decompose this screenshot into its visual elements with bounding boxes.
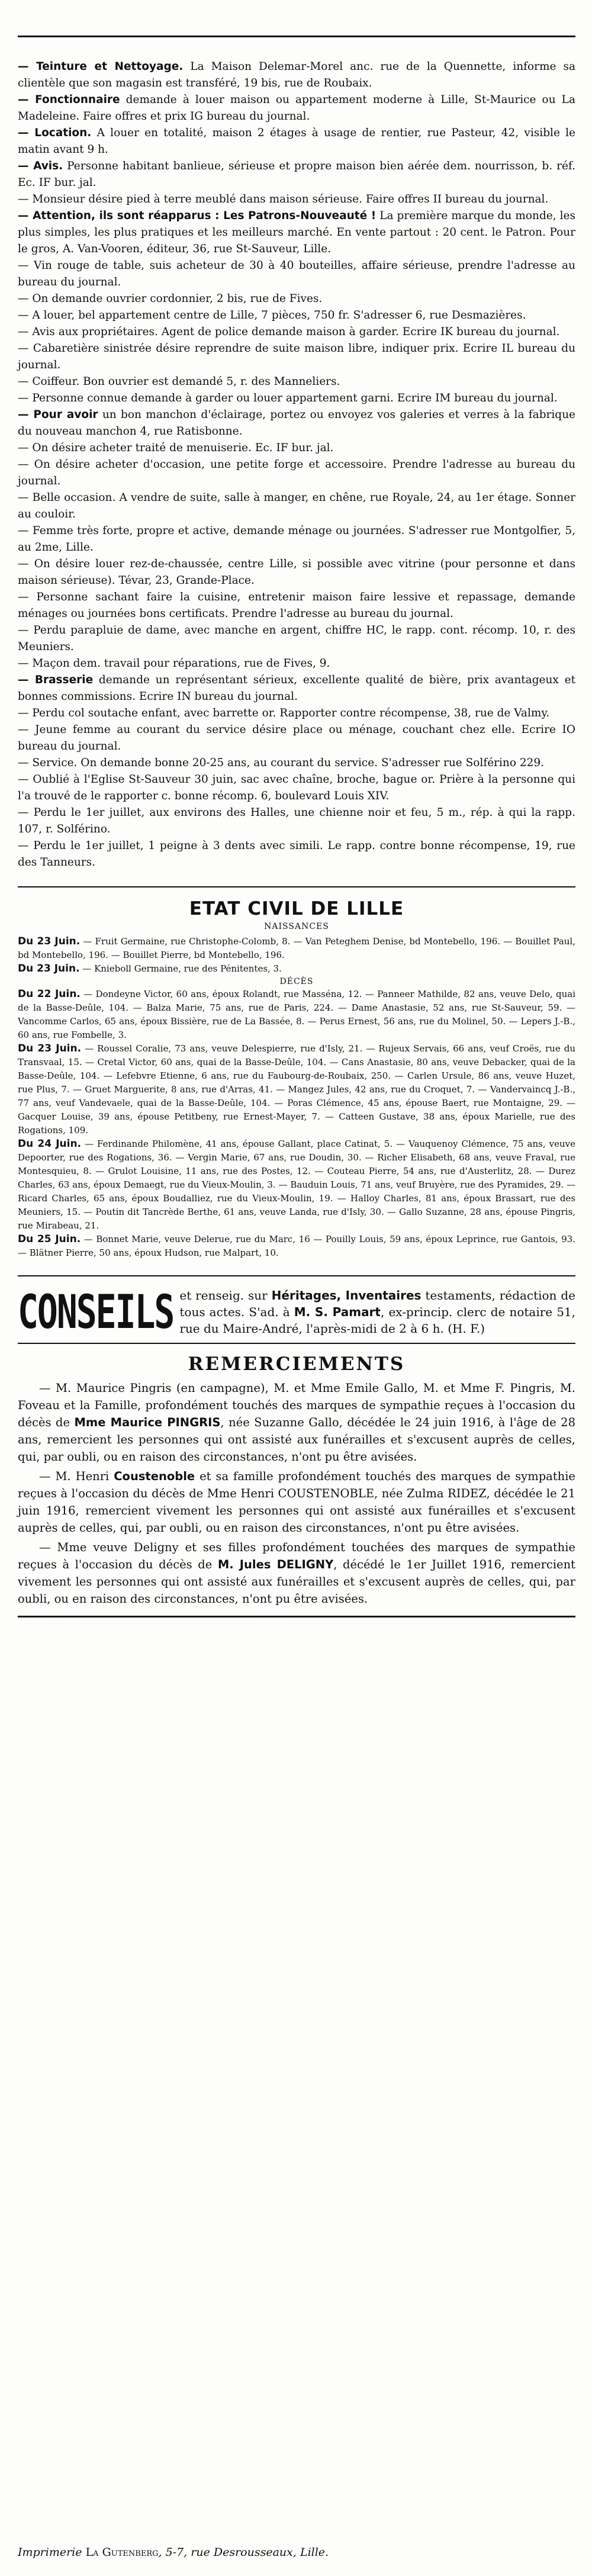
- classified-ad-text: — On demande ouvrier cordonnier, 2 bis, rue de Fives.: [18, 292, 323, 305]
- classified-ad: [18, 456, 575, 490]
- naissances-date: Du 23 Juin.: [18, 935, 81, 947]
- classified-ad: [18, 125, 575, 158]
- classified-ad: [18, 705, 575, 722]
- imprint-printer-name: La Gutenberg: [85, 2546, 159, 2559]
- classified-ad-text: — Oublié à l'Eglise St-Sauveur 30 juin, sac avec chaîne, broche, bague or. Prière à la personne qui l'a trouvé de le rapporter c. bonne récomp. 6, boulevard Louis XIV.: [18, 773, 575, 802]
- conseils-text-2: testaments, rédaction de tous actes. S'ad. à: [179, 1288, 575, 1319]
- naissances-entries: — Fruit Germaine, rue Christophe-Colomb, 8. — Van Peteghem Denise, bd Montebello, 196. — Bouillet Paul, bd Montebello, 196. — Bouillet Pierre, bd Montebello, 196.: [18, 936, 576, 960]
- classified-ad: [18, 755, 575, 771]
- classified-ad: [18, 340, 575, 374]
- classified-ad: [18, 805, 575, 838]
- classified-ad: [18, 622, 575, 655]
- classified-ad-text: — Perdu parapluie de dame, avec manche en argent, chiffre HC, le rapp. cont. récomp. 10, r. des Meuniers.: [18, 624, 575, 653]
- classified-ads: [18, 59, 575, 871]
- classified-ad-text: La première marque du monde, les plus simples, les plus pratiques et les meilleurs marché. En vente partout : 20 cent. le Patron. Pour le gros, A. Van-Vooren, éditeur, 36, rue St-Sauveur, Lille.: [18, 210, 575, 255]
- classified-ad-keyword: — Teinture et Nettoyage.: [18, 60, 184, 73]
- classified-ad: [18, 324, 575, 340]
- classified-ad: [18, 523, 575, 556]
- classified-ad-text: un bon manchon d'éclairage, portez ou envoyez vos galeries et verres à la fabrique du nouveau manchon 4, rue Ratisbonne.: [18, 409, 575, 438]
- remerciement-notice: [18, 1468, 575, 1536]
- remerciement-name: Coustenoble: [114, 1469, 195, 1483]
- remerciement-pre: — M. Maurice Pingris (en campagne), M. et Mme Emile Gallo, M. et Mme F. Pingris, M. Foveau et la Famille, profondément touchés des marques de sympathie reçues à l'occasion du décès de: [18, 1381, 575, 1429]
- classified-ad: [18, 771, 575, 805]
- classified-ad: [18, 59, 575, 92]
- deces-date: Du 22 Juin.: [18, 988, 81, 1000]
- naissances-entries: — Knieboll Germaine, rue des Pénitentes, 3.: [79, 963, 282, 974]
- deces-entries: — Ferdinande Philomène, 41 ans, épouse Gallant, place Catinat, 5. — Vauquenoy Clémence, 75 ans, veuve Depoorter, rue des Rogations, 36. — Vergin Marie, 67 ans, rue Doudin, 30. — Richer Elisabeth, 68 ans, veuve Fraval, rue Montesquieu, 8. — Grulot Louisine, 11 ans, rue des Postes, 12. — Couteau Pierre, 54 ans, rue d'Austerlitz, 28. — Durez Charles, 63 ans, époux Demaegt, rue du Vieux-Moulin, 3. — Bauduin Louis, 71 ans, veuf Bruyère, rue des Pyramides, 29. — Ricard Charles, 65 ans, époux Boudalliez, rue du Vieux-Moulin, 19. — Halloy Charles, 81 ans, époux Brassart, rue des Meuniers, 15. — Poutin dit Tancrède Berthe, 61 ans, veuve Landa, rue d'Isly, 30. — Gallo Suzanne, 28 ans, épouse Pingris, rue Mirabeau, 21.: [18, 1139, 575, 1231]
- classified-ad-keyword: — Location.: [18, 127, 92, 139]
- classified-ad: [18, 191, 575, 208]
- classified-ad: [18, 307, 575, 324]
- section-divider: [18, 886, 575, 887]
- classified-ad-text: — Avis aux propriétaires. Agent de police demande maison à garder. Ecrire IK bureau du journal.: [18, 326, 560, 338]
- deces-heading: DÉCÈS: [279, 977, 314, 986]
- classified-ad-keyword: — Avis.: [18, 160, 63, 172]
- classified-ad-text: — Maçon dem. travail pour réparations, rue de Fives, 9.: [18, 657, 330, 670]
- classified-ad: [18, 440, 575, 456]
- deces-day-entry: [18, 1233, 575, 1260]
- classified-ad: [18, 208, 575, 258]
- classified-ad-text: — Vin rouge de table, suis acheteur de 30 à 40 bouteilles, affaire sérieuse, prendre l'adresse au bureau du journal.: [18, 259, 575, 288]
- deces-entries: — Dondeyne Victor, 60 ans, époux Rolandt, rue Masséna, 12. — Panneer Mathilde, 82 ans, veuve Delo, quai de la Basse-Deûle, 104. — Balza Marie, 75 ans, rue de Paris, 224. — Dame Anastasie, 52 ans, rue St-Sauveur, 59. — Vancomme Carlos, 65 ans, époux Bissière, rue de La Bassée, 8. — Perus Ernest, 56 ans, rue du Molinel, 50. — Lepers J.-B., 60 ans, rue Fombelle, 3.: [18, 989, 576, 1040]
- classified-ad-text: Personne habitant banlieue, sérieuse et propre maison bien aérée dem. nourrisson, b. réf. Ec. IF bur. jal.: [18, 160, 575, 189]
- imprint-line: [18, 2546, 575, 2559]
- etat-civil-section: [18, 898, 575, 1260]
- classified-ad-text: — Femme très forte, propre et active, demande ménage ou journées. S'adresser rue Montgolfier, 5, au 2me, Lille.: [18, 525, 575, 554]
- classified-ad: [18, 291, 575, 307]
- classified-ad: [18, 374, 575, 390]
- classified-ad: [18, 838, 575, 871]
- imprint-pre: Imprimerie: [18, 2546, 86, 2559]
- deces-date: Du 23 Juin.: [18, 1043, 82, 1054]
- classified-ad-text: — Personne sachant faire la cuisine, entretenir maison faire lessive et repassage, demande ménages ou journées bons certificats. Prendre l'adresse au bureau du journal.: [18, 591, 575, 620]
- conseils-headline: CONSEILS: [18, 1285, 174, 1339]
- deces-entries: — Bonnet Marie, veuve Delerue, rue du Marc, 16 — Pouilly Louis, 59 ans, époux Leprince, rue Gantois, 93. — Blätner Pierre, 50 ans, époux Hudson, rue Malpart, 10.: [18, 1234, 575, 1258]
- classified-ad-text: — Jeune femme au courant du service désire place ou ménage, couchant chez elle. Ecrire IO bureau du journal.: [18, 723, 575, 752]
- classified-ad-keyword: — Brasserie: [18, 674, 94, 686]
- naissances-day-entry: [18, 935, 575, 962]
- bottom-rule: [18, 1616, 575, 1617]
- classified-ad-text: — Perdu le 1er juillet, 1 peigne à 3 dents avec simili. Le rapp. contre bonne récompense, 19, rue des Tanneurs.: [18, 840, 575, 869]
- remerciements-title: REMERCIEMENTS: [188, 1353, 406, 1375]
- classified-ad-text: — Cabaretière sinistrée désire reprendre de suite maison libre, indiquer prix. Ecrire IL bureau du journal.: [18, 342, 575, 371]
- classified-ad-text: — Monsieur désire pied à terre meublé dans maison sérieuse. Faire offres II bureau du journal.: [18, 193, 549, 205]
- classified-ad-text: A louer en totalité, maison 2 étages à usage de rentier, rue Pasteur, 42, visible le matin avant 9 h.: [18, 127, 575, 156]
- classified-ad-text: demande à louer maison ou appartement moderne à Lille, St-Maurice ou La Madeleine. Faire offres et prix IG bureau du journal.: [18, 94, 575, 123]
- classified-ad: [18, 722, 575, 755]
- classified-ad-text: — Coiffeur. Bon ouvrier est demandé 5, r. des Manneliers.: [18, 375, 340, 388]
- remerciements-section: [18, 1353, 575, 1607]
- classified-ad: [18, 407, 575, 440]
- classified-ad: [18, 258, 575, 291]
- classified-ad-keyword: — Attention, ils sont réapparus : Les Patrons-Nouveauté !: [18, 210, 377, 222]
- section-divider: [18, 1343, 575, 1344]
- section-divider: [18, 1275, 575, 1276]
- classified-ad-text: demande un représentant sérieux, excellente qualité de bière, prix avantageux et bonnes commissions. Ecrire IN bureau du journal.: [18, 674, 576, 703]
- classified-ad: [18, 672, 575, 705]
- classified-ad: [18, 589, 575, 622]
- conseils-text-3: , ex-princip. clerc de notaire 51, rue du Maire-André, l'après-midi de 2 à 6 h. (H. F.): [179, 1305, 575, 1336]
- remerciement-name: Mme Maurice PINGRIS: [74, 1416, 221, 1429]
- remerciement-name: M. Jules DELIGNY: [217, 1558, 334, 1571]
- classified-ad-text: — On désire louer rez-de-chaussée, centre Lille, si possible avec vitrine (pour personne et dans maison sérieuse). Tévar, 23, Grande-Place.: [18, 558, 575, 587]
- classified-ad-text: — Belle occasion. A vendre de suite, salle à manger, en chêne, rue Royale, 24, au 1er étage. Sonner au couloir.: [18, 491, 575, 520]
- naissances-heading: NAISSANCES: [264, 922, 329, 931]
- classified-ad-text: — Personne connue demande à garder ou louer appartement garni. Ecrire IM bureau du journal.: [18, 392, 558, 404]
- remerciement-notice: [18, 1539, 575, 1607]
- deces-date: Du 25 Juin.: [18, 1233, 81, 1245]
- classified-ad-text: — On désire acheter d'occasion, une petite forge et accessoire. Prendre l'adresse au bureau du journal.: [18, 458, 575, 487]
- deces-date: Du 24 Juin.: [18, 1138, 82, 1150]
- naissances-list: [18, 935, 575, 976]
- conseils-bold-2: M. S. Pamart: [294, 1305, 381, 1319]
- remerciements-list: [18, 1379, 575, 1607]
- deces-list: [18, 988, 575, 1260]
- remerciement-post: et sa famille profondément touchés des marques de sympathie reçues à l'occasion du décès de Mme Henri COUSTENOBLE, née Zulma RIDEZ, décédée le 21 juin 1916, remercient vivement les personnes qui ont assisté aux funérailles et s'excusent auprès de celles, qui, par oubli, ou en raison des circonstances, n'ont pu être avisées.: [18, 1469, 575, 1535]
- classified-ad-keyword: — Fonctionnaire: [18, 94, 120, 106]
- classified-ad-text: — Service. On demande bonne 20-25 ans, au courant du service. S'adresser rue Solférino 229.: [18, 757, 545, 769]
- classified-ad: [18, 556, 575, 589]
- naissances-day-entry: [18, 962, 575, 976]
- imprint-address: , 5-7, rue Desrousseaux, Lille.: [158, 2546, 329, 2559]
- top-rule: [18, 36, 575, 37]
- classified-ad-text: — A louer, bel appartement centre de Lille, 7 pièces, 750 fr. S'adresser 6, rue Desmazières.: [18, 309, 526, 321]
- remerciement-notice: [18, 1379, 575, 1465]
- classified-ad-text: — Perdu col soutache enfant, avec barrette or. Rapporter contre récompense, 38, rue de Valmy.: [18, 707, 550, 719]
- remerciement-post: , née Suzanne Gallo, décédée le 24 juin 1916, à l'âge de 28 ans, remercient les personnes qui ont assisté aux funérailles et s'excusent auprès de celles, qui, par oubli, ou en raison des circonstances, n'ont pu être avisées.: [18, 1416, 575, 1464]
- conseils-ad: [18, 1287, 575, 1337]
- deces-entries: — Roussel Coralie, 73 ans, veuve Delespierre, rue d'Isly, 21. — Rujeux Servais, 66 ans, veuf Croës, rue du Transvaal, 15. — Cretal Victor, 60 ans, quai de la Basse-Deûle, 104. — Cans Anastasie, 80 ans, veuve Debacker, quai de la Basse-Deûle, 104. — Lefebvre Etienne, 6 ans, rue du Faubourg-de-Roubaix, 250. — Carlen Ursule, 86 ans, veuve Huzet, rue Plus, 7. — Gruet Marguerite, 8 ans, rue d'Arras, 41. — Mangez Jules, 42 ans, rue du Croquet, 7. — Vandervaincq J.-B., 77 ans, veuf Vandevaele, quai de la Basse-Deûle, 104. — Poras Clémence, 45 ans, épouse Baert, rue Montaigne, 29. — Gacquer Louise, 39 ans, épouse Petitbeny, rue Ernest-Mayer, 7. — Catteen Gustave, 38 ans, époux Marielle, rue des Rogations, 109.: [18, 1043, 575, 1136]
- classified-ad: [18, 92, 575, 125]
- classified-ad: [18, 490, 575, 523]
- classified-ad-text: La Maison Delemar-Morel anc. rue de la Quennette, informe sa clientèle que son magasin est transféré, 19 bis, rue de Roubaix.: [18, 60, 575, 89]
- conseils-text: [179, 1287, 575, 1337]
- deces-day-entry: [18, 1042, 575, 1137]
- remerciement-pre: — M. Henri: [39, 1469, 114, 1483]
- classified-ad: [18, 390, 575, 407]
- etat-civil-title: ETAT CIVIL DE LILLE: [189, 898, 404, 919]
- classified-ad-text: — On désire acheter traité de menuiserie. Ec. IF bur. jal.: [18, 442, 334, 454]
- classified-ad-keyword: — Pour avoir: [18, 409, 98, 421]
- naissances-date: Du 23 Juin.: [18, 963, 80, 975]
- deces-day-entry: [18, 988, 575, 1042]
- deces-day-entry: [18, 1137, 575, 1233]
- remerciement-post: , décédé le 1er Juillet 1916, remercient vivement les personnes qui ont assisté aux funérailles et s'excusent auprès de celles, qui, par oubli, ou en raison des circonstances, n'ont pu être avisées.: [18, 1558, 575, 1606]
- classified-ad: [18, 158, 575, 191]
- remerciement-pre: — Mme veuve Deligny et ses filles profondément touchées des marques de sympathie reçues à l'occasion du décès de: [18, 1541, 575, 1571]
- classified-ad-text: — Perdu le 1er juillet, aux environs des Halles, une chienne noir et feu, 5 m., rép. à qui la rapp. 107, r. Solférino.: [18, 806, 575, 835]
- conseils-text-1: et renseig. sur: [179, 1288, 272, 1303]
- conseils-bold-1: Héritages, Inventaires: [271, 1288, 422, 1303]
- classified-ad: [18, 655, 575, 672]
